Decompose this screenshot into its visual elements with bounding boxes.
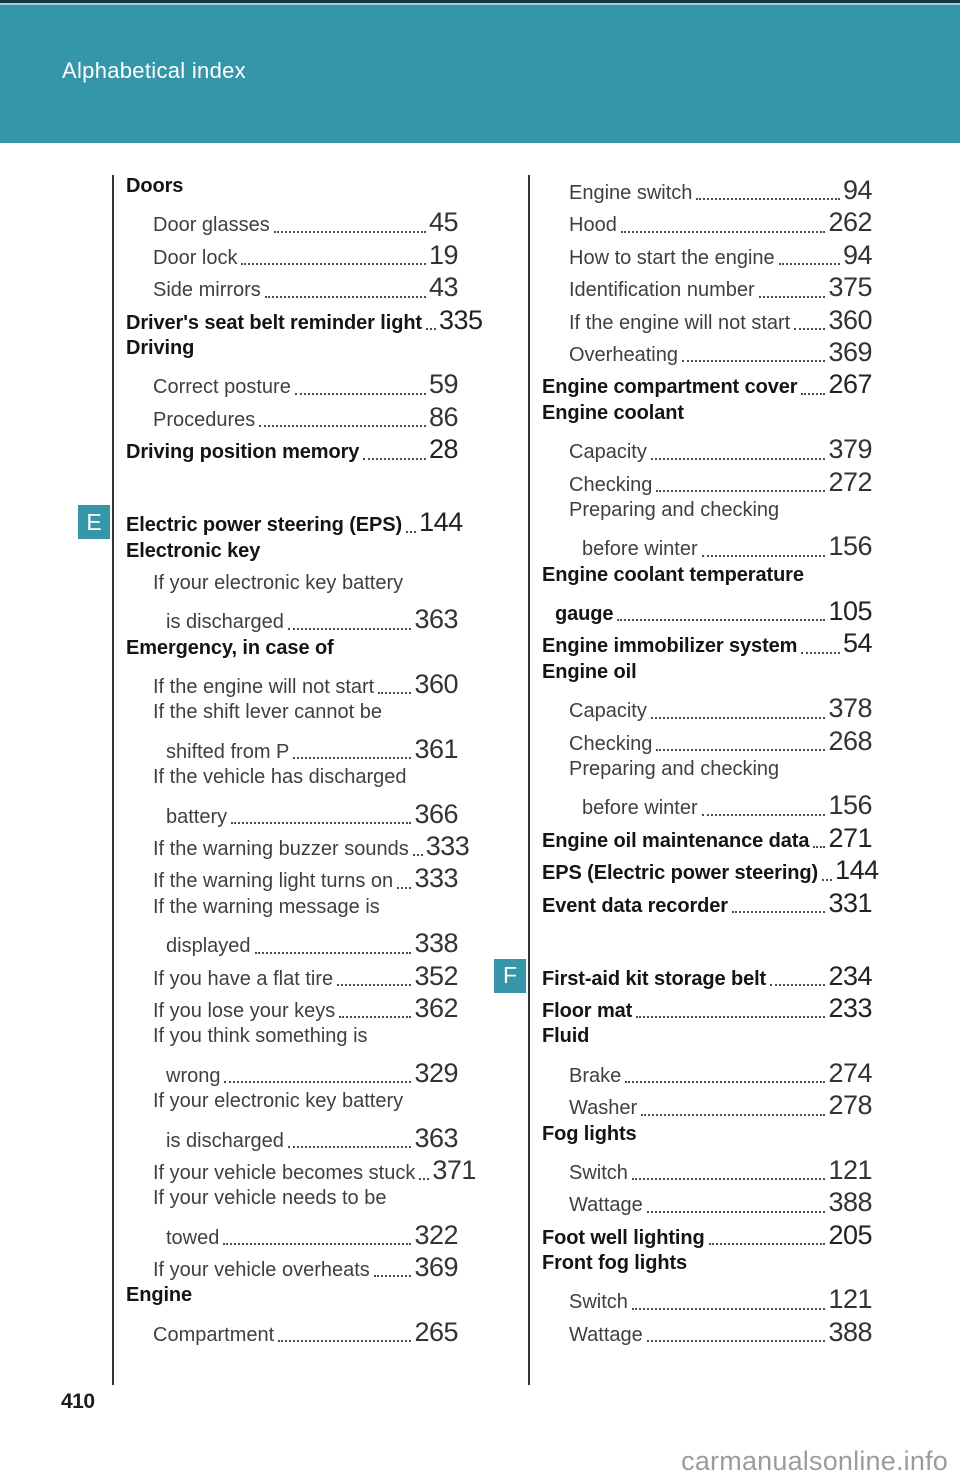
entry-label: Preparing and checking xyxy=(569,498,780,521)
entry-label: Door lock xyxy=(153,246,238,269)
index-entry-continuation xyxy=(126,734,458,766)
index-entry-heading xyxy=(86,507,463,539)
entry-page-number: 335 xyxy=(439,304,483,335)
dotted-leader xyxy=(426,328,436,330)
entry-page-number: 262 xyxy=(828,207,872,238)
index-entry xyxy=(126,1252,458,1284)
entry-label: Front fog lights xyxy=(542,1252,688,1275)
index-entry-heading xyxy=(542,1220,872,1252)
dotted-leader xyxy=(259,425,426,427)
entry-label: Side mirrors xyxy=(153,279,261,302)
index-entry xyxy=(126,766,458,798)
entry-page-number: 156 xyxy=(828,531,872,562)
entry-label: If your electronic key battery xyxy=(153,1090,404,1113)
entry-label: Switch xyxy=(569,1291,628,1314)
dotted-leader xyxy=(337,984,411,986)
entry-label: Engine oil xyxy=(542,660,637,683)
dotted-leader xyxy=(378,692,411,694)
index-entry-continuation xyxy=(126,799,458,831)
index-entry-heading xyxy=(126,337,458,369)
entry-page-number: 388 xyxy=(828,1316,872,1347)
entry-label: Capacity xyxy=(569,700,647,723)
entry-page-number: 369 xyxy=(414,1252,458,1283)
entry-label: wrong xyxy=(166,1064,221,1087)
dotted-leader xyxy=(617,619,825,621)
dotted-leader xyxy=(636,1016,825,1018)
entry-label: Foot well lighting xyxy=(542,1226,705,1249)
index-entry xyxy=(126,993,458,1025)
entry-page-number: 105 xyxy=(828,596,872,627)
index-entry-continuation xyxy=(126,1220,458,1252)
entry-page-number: 267 xyxy=(828,369,872,400)
dotted-leader xyxy=(363,458,426,460)
entry-page-number: 371 xyxy=(432,1154,476,1185)
index-entry-heading xyxy=(503,960,872,993)
index-entry xyxy=(126,1154,476,1187)
index-entry-heading xyxy=(542,564,872,596)
entry-page-number: 144 xyxy=(835,855,879,886)
dotted-leader xyxy=(274,231,426,233)
dotted-leader xyxy=(651,717,826,719)
index-entry xyxy=(542,1317,872,1349)
dotted-leader xyxy=(779,263,840,265)
entry-page-number: 156 xyxy=(828,790,872,821)
entry-label: Floor mat xyxy=(542,999,633,1022)
index-entry xyxy=(542,693,872,725)
dotted-leader xyxy=(632,1178,826,1180)
index-entry xyxy=(126,1025,458,1057)
dotted-leader xyxy=(625,1081,825,1083)
index-entry-heading xyxy=(542,823,872,855)
index-entry-continuation xyxy=(542,790,872,822)
entry-page-number: 369 xyxy=(828,336,872,367)
index-entry-heading xyxy=(542,369,872,401)
entry-label: Engine xyxy=(126,1284,193,1307)
dotted-leader xyxy=(374,1275,412,1277)
index-entry xyxy=(542,1155,872,1187)
dotted-leader xyxy=(702,814,826,816)
entry-label: Emergency, in case of xyxy=(126,636,334,659)
dotted-leader xyxy=(406,531,416,533)
entry-label: before winter xyxy=(582,538,698,561)
dotted-leader xyxy=(413,854,423,856)
dotted-leader xyxy=(419,1178,429,1180)
index-entry-heading xyxy=(542,661,872,693)
index-entry xyxy=(126,369,458,401)
index-entry-heading xyxy=(126,1284,458,1316)
dotted-leader xyxy=(288,1146,412,1148)
entry-page-number: 329 xyxy=(414,1057,458,1088)
index-entry xyxy=(126,831,470,863)
entry-label: Engine coolant temperature xyxy=(542,563,804,586)
index-entry xyxy=(542,337,872,369)
entry-page-number: 360 xyxy=(828,304,872,335)
entry-page-number: 333 xyxy=(414,863,458,894)
entry-page-number: 43 xyxy=(428,272,458,303)
entry-label: If you think something is xyxy=(153,1025,368,1048)
index-column-right xyxy=(503,175,879,1385)
entry-label: If the warning buzzer sounds xyxy=(153,838,409,861)
index-entry-continuation xyxy=(126,928,458,960)
index-entry xyxy=(542,207,872,239)
entry-label: If you lose your keys xyxy=(153,999,336,1022)
entry-label: Driving position memory xyxy=(126,441,360,464)
index-entry-continuation xyxy=(126,604,458,636)
entry-page-number: 86 xyxy=(428,401,458,432)
index-entry xyxy=(126,240,458,272)
index-entry xyxy=(542,499,872,531)
entry-page-number: 360 xyxy=(414,669,458,700)
entry-label: If your vehicle becomes stuck xyxy=(153,1161,416,1184)
dotted-leader xyxy=(656,749,825,751)
entry-label: Driver's seat belt reminder light xyxy=(126,311,422,334)
dotted-leader xyxy=(255,952,412,954)
index-entry xyxy=(126,572,458,604)
index-entry xyxy=(542,1284,872,1316)
index-entry xyxy=(126,207,458,239)
entry-page-number: 272 xyxy=(828,466,872,497)
index-entry xyxy=(126,1187,458,1219)
index-entry-heading xyxy=(542,888,872,920)
entry-label: battery xyxy=(166,805,228,828)
index-entry xyxy=(126,1090,458,1122)
dotted-leader xyxy=(278,1340,411,1342)
entry-label: If the engine will not start xyxy=(153,676,375,699)
dotted-leader xyxy=(696,198,840,200)
dotted-leader xyxy=(709,1243,826,1245)
index-entry xyxy=(126,896,458,928)
entry-label: If your vehicle overheats xyxy=(153,1259,370,1282)
dotted-leader xyxy=(732,911,825,913)
dotted-leader xyxy=(647,1211,826,1213)
entry-page-number: 362 xyxy=(414,992,458,1023)
entry-label: Checking xyxy=(569,473,653,496)
entry-page-number: 54 xyxy=(842,628,872,659)
index-entry xyxy=(126,402,458,434)
dotted-leader xyxy=(265,296,426,298)
entry-page-number: 234 xyxy=(828,960,872,991)
index-entry xyxy=(542,1090,872,1122)
index-entry xyxy=(542,1058,872,1090)
index-entry xyxy=(542,175,872,207)
entry-page-number: 322 xyxy=(414,1219,458,1250)
entry-label: Capacity xyxy=(569,441,647,464)
entry-page-number: 375 xyxy=(828,272,872,303)
entry-label: Switch xyxy=(569,1161,628,1184)
entry-label: gauge xyxy=(555,603,614,626)
index-entry-heading xyxy=(542,993,872,1025)
index-entry xyxy=(542,434,872,466)
section-gap xyxy=(542,920,872,961)
entry-page-number: 361 xyxy=(414,733,458,764)
dotted-leader xyxy=(651,458,826,460)
index-entry-heading xyxy=(126,304,483,337)
section-gap xyxy=(126,467,458,508)
entry-label: If the shift lever cannot be xyxy=(153,701,383,724)
index-entry xyxy=(542,272,872,304)
entry-label: Wattage xyxy=(569,1323,643,1346)
entry-page-number: 378 xyxy=(828,693,872,724)
dotted-leader xyxy=(288,628,412,630)
index-entry xyxy=(126,669,458,701)
dotted-leader xyxy=(224,1081,411,1083)
dotted-leader xyxy=(241,263,425,265)
index-entry xyxy=(542,305,872,337)
dotted-leader xyxy=(293,757,411,759)
dotted-leader xyxy=(641,1114,825,1116)
dotted-leader xyxy=(682,360,825,362)
index-entry xyxy=(126,1317,458,1349)
entry-label: If the warning message is xyxy=(153,895,380,918)
dotted-leader xyxy=(223,1243,411,1245)
page-number: 410 xyxy=(61,1390,95,1413)
dotted-leader xyxy=(397,887,411,889)
entry-page-number: 274 xyxy=(828,1057,872,1088)
entry-label: shifted from P xyxy=(166,740,290,763)
entry-page-number: 268 xyxy=(828,725,872,756)
index-entry xyxy=(126,272,458,304)
entry-label: is discharged xyxy=(166,1129,284,1152)
entry-page-number: 233 xyxy=(828,992,872,1023)
dotted-leader xyxy=(801,652,840,654)
entry-label: Engine switch xyxy=(569,182,693,204)
entry-label: Engine oil maintenance data xyxy=(542,829,810,852)
entry-label: towed xyxy=(166,1226,220,1249)
entry-label: Engine immobilizer system xyxy=(542,635,798,658)
page-title: Alphabetical index xyxy=(62,58,246,83)
dotted-leader xyxy=(702,555,826,557)
entry-page-number: 144 xyxy=(419,507,463,538)
entry-page-number: 45 xyxy=(428,207,458,238)
entry-label: If the vehicle has discharged xyxy=(153,766,407,789)
entry-label: Preparing and checking xyxy=(569,758,780,781)
dotted-leader xyxy=(656,490,825,492)
entry-page-number: 388 xyxy=(828,1187,872,1218)
entry-page-number: 121 xyxy=(828,1284,872,1315)
entry-page-number: 94 xyxy=(842,175,872,205)
dotted-leader xyxy=(822,879,832,881)
entry-page-number: 59 xyxy=(428,369,458,400)
entry-page-number: 19 xyxy=(428,239,458,270)
entry-page-number: 363 xyxy=(414,604,458,635)
dotted-leader xyxy=(647,1340,826,1342)
index-entry-continuation xyxy=(126,1058,458,1090)
entry-label: Fluid xyxy=(542,1025,590,1048)
entry-label: displayed xyxy=(166,935,251,958)
entry-label: is discharged xyxy=(166,611,284,634)
index-entry-heading xyxy=(126,637,458,669)
entry-label: EPS (Electric power steering) xyxy=(542,862,819,885)
entry-label: Electronic key xyxy=(126,539,261,562)
entry-page-number: 379 xyxy=(828,434,872,465)
entry-label: Engine compartment cover xyxy=(542,376,798,399)
index-entry-continuation xyxy=(542,531,872,563)
entry-label: Overheating xyxy=(569,343,678,366)
entry-page-number: 338 xyxy=(414,928,458,959)
dotted-leader xyxy=(794,328,825,330)
entry-label: Correct posture xyxy=(153,376,291,399)
dotted-leader xyxy=(339,1016,411,1018)
section-letter-badge-f: F xyxy=(494,959,526,993)
index-entry-heading xyxy=(542,1025,872,1057)
entry-label: First-aid kit storage belt xyxy=(542,967,767,990)
entry-page-number: 363 xyxy=(414,1122,458,1153)
entry-label: Door glasses xyxy=(153,214,270,237)
dotted-leader xyxy=(295,393,426,395)
index-entry xyxy=(126,863,458,895)
index-entry-continuation xyxy=(126,1123,458,1155)
entry-page-number: 205 xyxy=(828,1219,872,1250)
index-entry xyxy=(542,240,872,272)
entry-label: before winter xyxy=(582,797,698,820)
dotted-leader xyxy=(770,984,825,986)
entry-label: Event data recorder xyxy=(542,894,728,917)
index-entry-heading xyxy=(542,1123,872,1155)
dotted-leader xyxy=(621,231,826,233)
index-entry-heading xyxy=(542,1252,872,1284)
entry-label: If the engine will not start xyxy=(569,311,791,334)
index-entry-heading xyxy=(126,434,458,466)
entry-label: How to start the engine xyxy=(569,246,775,269)
dotted-leader xyxy=(632,1308,826,1310)
entry-label: Brake xyxy=(569,1064,622,1087)
entry-page-number: 28 xyxy=(428,434,458,465)
entry-label: If your electronic key battery xyxy=(153,571,404,594)
index-entry-heading xyxy=(542,855,879,887)
entry-page-number: 333 xyxy=(425,831,470,862)
entry-page-number: 278 xyxy=(828,1090,872,1121)
entry-page-number: 331 xyxy=(828,887,872,918)
entry-label: Doors xyxy=(126,175,184,197)
dotted-leader xyxy=(231,822,411,824)
entry-label: Hood xyxy=(569,214,617,237)
index-entry-heading xyxy=(126,540,458,572)
index-entry xyxy=(542,1187,872,1219)
index-entry-heading xyxy=(542,628,872,660)
entry-label: If your vehicle needs to be xyxy=(153,1187,387,1210)
entry-label: Washer xyxy=(569,1097,638,1120)
page-header xyxy=(0,0,960,143)
entry-label: Checking xyxy=(569,732,653,755)
watermark: carmanualsonline.info xyxy=(681,1446,948,1476)
entry-label: If you have a flat tire xyxy=(153,967,334,990)
entry-label: Driving xyxy=(126,336,195,359)
index-entry xyxy=(542,467,872,499)
dotted-leader xyxy=(813,846,825,848)
entry-label: Electric power steering (EPS) xyxy=(126,514,403,537)
index-entry xyxy=(126,961,458,993)
index-entry-heading xyxy=(542,402,872,434)
entry-label: Identification number xyxy=(569,279,755,302)
entry-page-number: 265 xyxy=(414,1316,458,1347)
entry-label: Compartment xyxy=(153,1323,275,1346)
entry-label: Procedures xyxy=(153,408,256,431)
entry-label: If the warning light turns on xyxy=(153,870,394,893)
entry-label: Wattage xyxy=(569,1194,643,1217)
index-entry xyxy=(542,758,872,790)
section-letter-badge-e: E xyxy=(78,505,110,539)
entry-page-number: 121 xyxy=(828,1154,872,1185)
entry-page-number: 94 xyxy=(842,239,872,270)
entry-page-number: 271 xyxy=(828,822,872,853)
index-entry xyxy=(126,701,458,733)
dotted-leader xyxy=(801,393,825,395)
entry-page-number: 366 xyxy=(414,798,458,829)
index-entry-continuation xyxy=(542,596,872,628)
entry-page-number: 352 xyxy=(414,960,458,991)
index-entry-heading xyxy=(126,175,458,207)
index-column-left xyxy=(86,175,483,1385)
index-entry xyxy=(542,726,872,758)
entry-label: Engine coolant xyxy=(542,401,684,424)
dotted-leader xyxy=(759,296,826,298)
entry-label: Fog lights xyxy=(542,1122,637,1145)
